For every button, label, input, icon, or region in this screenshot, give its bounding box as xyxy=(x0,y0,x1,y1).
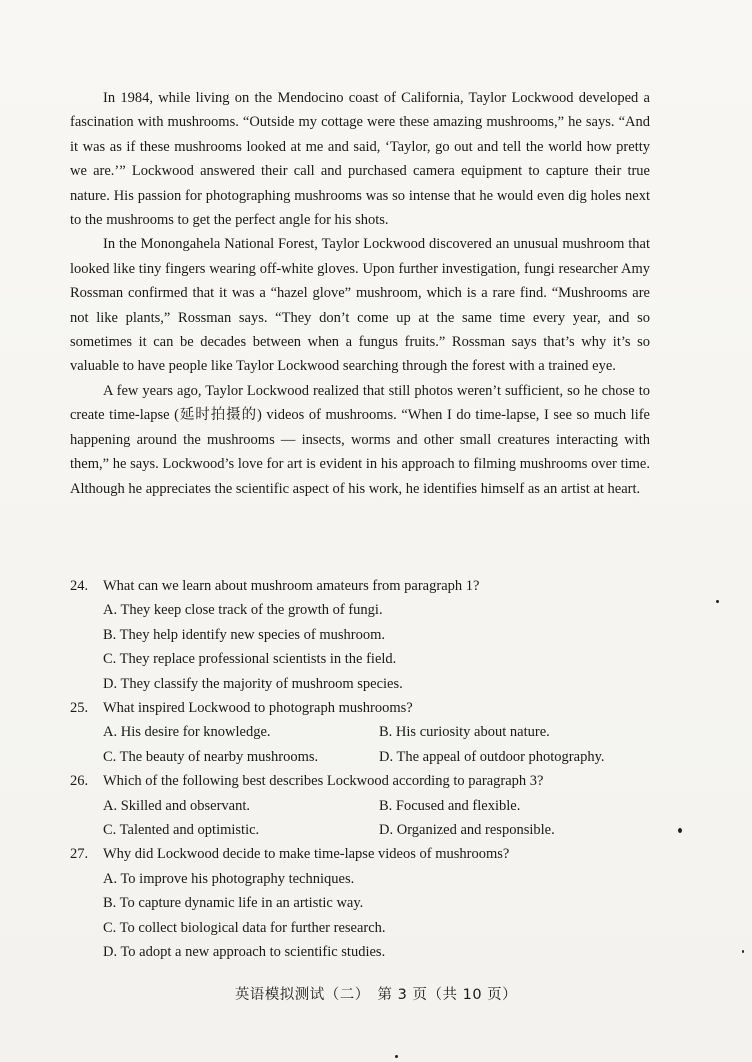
question-number: 27. xyxy=(70,846,89,863)
option-a: A. Skilled and observant. xyxy=(103,797,250,814)
option-b: B. Focused and flexible. xyxy=(379,797,521,814)
question-26 xyxy=(70,769,660,842)
paragraph-3: A few years ago, Taylor Lockwood realized that still photos weren’t sufficient, so he chose to create time-lapse (延时拍摄的) videos of mushrooms. “When I do time-lapse, I see so much life happening around the mushrooms — insects, worms and other small creatures interacting with them,” he says. Lockwood’s love for art is evident in his approach to filming mushrooms over time. Although he appreciates the scientific aspect of his work, he identifies himself as an artist at heart. xyxy=(70,382,650,497)
option-c: C. The beauty of nearby mushrooms. xyxy=(103,748,319,765)
question-number: 25. xyxy=(70,700,89,717)
question-stem: Why did Lockwood decide to make time-lapse videos of mushrooms? xyxy=(103,846,510,863)
option-b: B. His curiosity about nature. xyxy=(379,724,550,741)
option-a: A. To improve his photography techniques. xyxy=(103,870,355,887)
option-c: C. Talented and optimistic. xyxy=(103,822,260,839)
option-d: D. To adopt a new approach to scientific studies. xyxy=(103,944,386,961)
option-a: A. They keep close track of the growth of fungi. xyxy=(103,602,383,619)
option-d: D. The appeal of outdoor photography. xyxy=(379,748,605,765)
reading-passage xyxy=(70,86,650,501)
option-c: C. They replace professional scientists in the field. xyxy=(103,651,397,668)
option-a: A. His desire for knowledge. xyxy=(103,724,271,741)
page-footer: 英语模拟测试（二） 第 3 页（共 10 页） xyxy=(234,987,518,1003)
question-number: 24. xyxy=(70,578,89,594)
question-stem: What can we learn about mushroom amateurs from paragraph 1? xyxy=(103,578,480,594)
scan-speck xyxy=(716,600,719,603)
option-d: D. Organized and responsible. xyxy=(379,822,555,839)
scan-speck xyxy=(678,828,682,833)
scan-speck xyxy=(742,950,744,953)
option-c: C. To collect biological data for further research. xyxy=(103,919,386,936)
scan-speck xyxy=(395,1055,398,1058)
paragraph-1: In 1984, while living on the Mendocino coast of California, Taylor Lockwood developed a fascination with mushrooms. “Outside my cottage were these amazing mushrooms,” he says. “And it was as if these mushrooms looked at me and said, ‘Taylor, go out and tell the world how pretty we are.’” Lockwood answered their call and purchased camera equipment to capture their true nature. His passion for photographing mushrooms was so intense that he would even dig holes next to the mushrooms to get the perfect angle for his shots. xyxy=(70,90,650,229)
option-b: B. To capture dynamic life in an artistic way. xyxy=(103,895,364,912)
question-stem: Which of the following best describes Lockwood according to paragraph 3? xyxy=(103,773,544,790)
option-b: B. They help identify new species of mushroom. xyxy=(103,626,386,643)
paragraph-2: In the Monongahela National Forest, Taylor Lockwood discovered an unusual mushroom that looked like tiny fingers wearing off-white gloves. Upon further investigation, fungi researcher Amy Rossman confirmed that it was a “hazel glove” mushroom, which is a rare find. “Mushrooms are not like plants,” Rossman says. “They don’t come up at the same time every year, and so sometimes it can be decades between when a fungus fruits.” Rossman says that’s why it’s so valuable to have people like Taylor Lockwood searching through the forest with a trained eye. xyxy=(70,236,650,375)
question-25 xyxy=(70,696,660,769)
question-number: 26. xyxy=(70,773,89,790)
question-27 xyxy=(70,842,660,964)
question-24 xyxy=(70,574,660,696)
question-list xyxy=(70,574,660,965)
question-stem: What inspired Lockwood to photograph mushrooms? xyxy=(103,700,413,717)
option-d: D. They classify the majority of mushroom species. xyxy=(103,675,403,692)
